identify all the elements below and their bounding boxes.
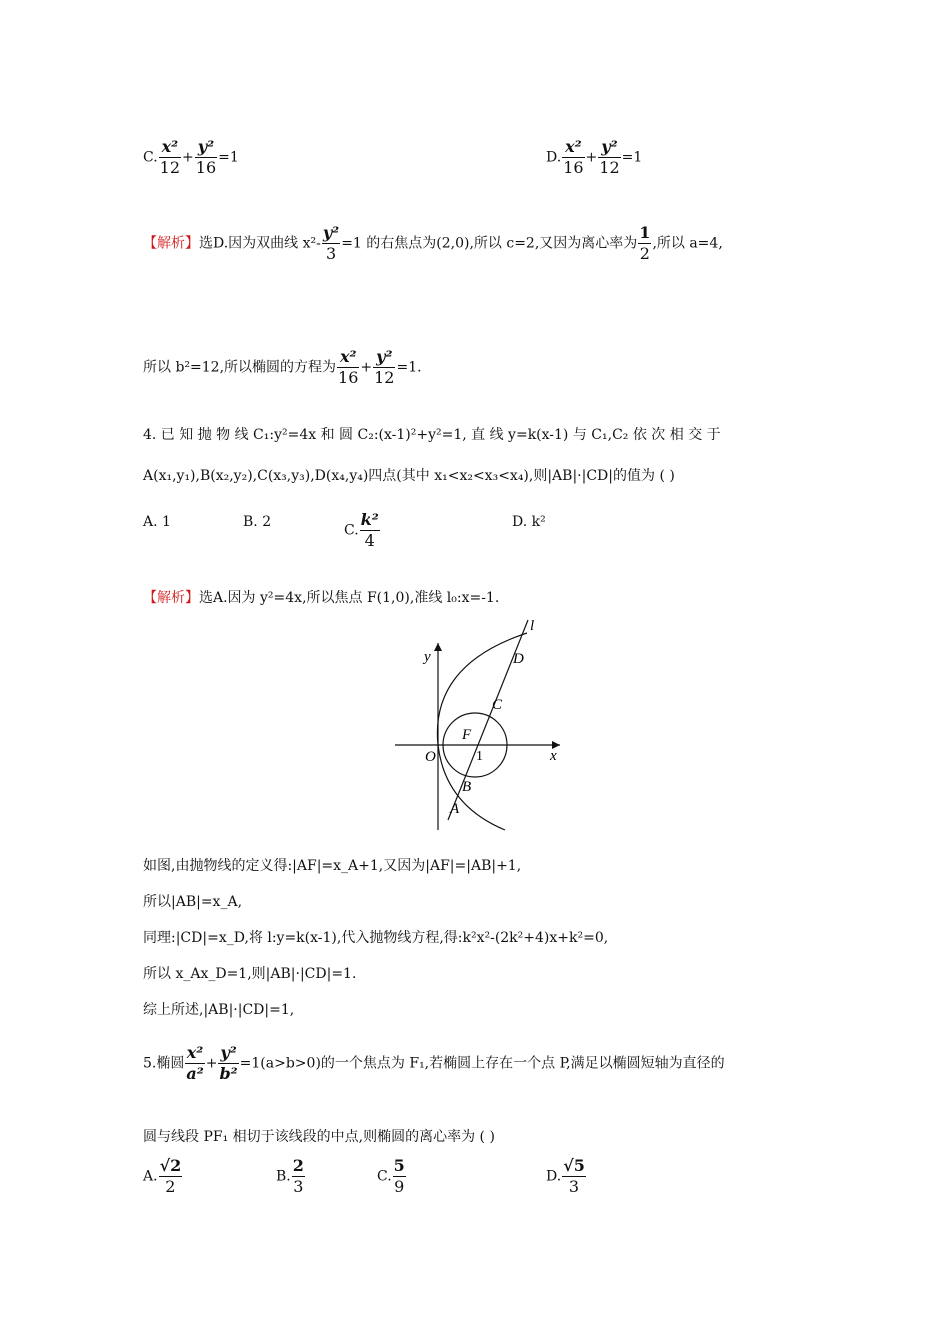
fraction: $\frac{√5}{3}$ bbox=[563, 1156, 585, 1196]
q4-solution-line2: 如图,由抛物线的定义得:|AF|=x_A+1,又因为|AF|=|AB|+1, bbox=[143, 858, 522, 874]
label-o: O bbox=[425, 749, 436, 765]
y-axis-arrow bbox=[434, 643, 442, 651]
fraction: $\frac{\text{y²}}{\text{b²}}$ bbox=[219, 1043, 238, 1083]
label-a: A bbox=[450, 801, 460, 817]
fraction: $\frac{\text{y²}}{12}$ bbox=[599, 137, 620, 177]
label-one: 1 bbox=[476, 749, 483, 764]
q5-option-c: C. $\frac{5}{9}$ bbox=[377, 1156, 405, 1196]
fraction: $\frac{\text{x²}}{\text{a²}}$ bbox=[186, 1043, 204, 1083]
label-f: F bbox=[462, 727, 472, 743]
q5-option-a: A. $\frac{√2}{2}$ bbox=[143, 1156, 182, 1196]
fraction: $\frac{5}{9}$ bbox=[393, 1156, 405, 1196]
fraction: $\frac{\text{y²}}{12}$ bbox=[374, 347, 395, 387]
label-b: B bbox=[462, 779, 472, 795]
fraction: $\frac{2}{3}$ bbox=[292, 1156, 304, 1196]
q5-option-d: D. $\frac{√5}{3}$ bbox=[546, 1156, 585, 1196]
fraction: $\frac{\text{x²}}{12}$ bbox=[159, 137, 181, 177]
q3-option-c: C. $\frac{\text{x²}}{12}$ + $\frac{\text{y²}}{16}$ =1 bbox=[143, 137, 239, 177]
fraction: $\frac{\text{y²}}{16}$ bbox=[195, 137, 217, 177]
q3-solution-line2: 所以 b²=12,所以椭圆的方程为 $\frac{\text{x²}}{16}$ + $\frac{\text{y²}}{12}$ =1. bbox=[143, 347, 422, 387]
q5-stem-line1: 5.椭圆 $\frac{\text{x²}}{\text{a²}}$ + $\frac{\text{y²}}{\text{b²}}$ =1(a>b>0)的一个焦点为 F₁,若椭圆上存在一个点 P,满足以椭圆短轴为直径的 bbox=[143, 1043, 725, 1083]
fraction: $\frac{\text{k²}}{4}$ bbox=[360, 510, 379, 550]
label-c: C bbox=[492, 697, 503, 713]
q4-option-d: D. k² bbox=[512, 514, 546, 530]
q4-solution-line5: 所以 x_Ax_D=1,则|AB|·|CD|=1. bbox=[143, 966, 357, 982]
q3-solution-line1: 【解析】选D.因为双曲线 x²- $\frac{\text{y²}}{3}$ =1 的右焦点为(2,0),所以 c=2,又因为离心率为 $\frac{1}{2}$ ,所以 a=4, bbox=[143, 223, 723, 263]
q5-option-b: B. $\frac{2}{3}$ bbox=[276, 1156, 304, 1196]
q4-solution-line3: 所以|AB|=x_A, bbox=[143, 894, 243, 910]
option-label: D. bbox=[546, 149, 562, 166]
option-label: C. bbox=[143, 149, 158, 166]
label-d: D bbox=[513, 651, 524, 667]
q4-option-c: C. $\frac{\text{k²}}{4}$ bbox=[344, 510, 379, 550]
q4-solution-line4: 同理:|CD|=x_D,将 l:y=k(x-1),代入抛物线方程,得:k²x²-(2k²+4)x+k²=0, bbox=[143, 930, 609, 946]
fraction: $\frac{\text{y²}}{3}$ bbox=[322, 223, 340, 263]
q3-option-d: D. $\frac{\text{x²}}{16}$ + $\frac{\text{y²}}{12}$ =1 bbox=[546, 137, 643, 177]
label-x: x bbox=[550, 748, 557, 764]
label-y: y bbox=[424, 649, 431, 665]
fraction: $\frac{√2}{2}$ bbox=[159, 1156, 182, 1196]
label-l: l bbox=[530, 618, 535, 634]
solution-tag: 【解析】 bbox=[143, 235, 199, 252]
q4-solution-line1: 【解析】选A.因为 y²=4x,所以焦点 F(1,0),准线 l₀:x=-1. bbox=[143, 590, 500, 606]
fraction: $\frac{\text{x²}}{16}$ bbox=[338, 347, 359, 387]
q4-stem-line1: 4. 已 知 抛 物 线 C₁:y²=4x 和 圆 C₂:(x-1)²+y²=1, 直 线 y=k(x-1) 与 C₁,C₂ 依 次 相 交 于 bbox=[143, 427, 721, 443]
q4-option-b: B. 2 bbox=[243, 514, 272, 530]
q4-solution-line6: 综上所述,|AB|·|CD|=1, bbox=[143, 1002, 295, 1018]
q4-stem-line2: A(x₁,y₁),B(x₂,y₂),C(x₃,y₃),D(x₄,y₄)四点(其中 x₁<x₂<x₃<x₄),则|AB|·|CD|的值为 ( ) bbox=[143, 468, 675, 484]
solution-tag: 【解析】 bbox=[143, 590, 199, 606]
q4-option-a: A. 1 bbox=[143, 514, 171, 530]
fraction: $\frac{\text{x²}}{16}$ bbox=[563, 137, 584, 177]
q5-stem-line2: 圆与线段 PF₁ 相切于该线段的中点,则椭圆的离心率为 ( ) bbox=[143, 1129, 495, 1145]
parabola-circle-diagram bbox=[390, 615, 570, 835]
fraction: $\frac{1}{2}$ bbox=[639, 223, 651, 263]
